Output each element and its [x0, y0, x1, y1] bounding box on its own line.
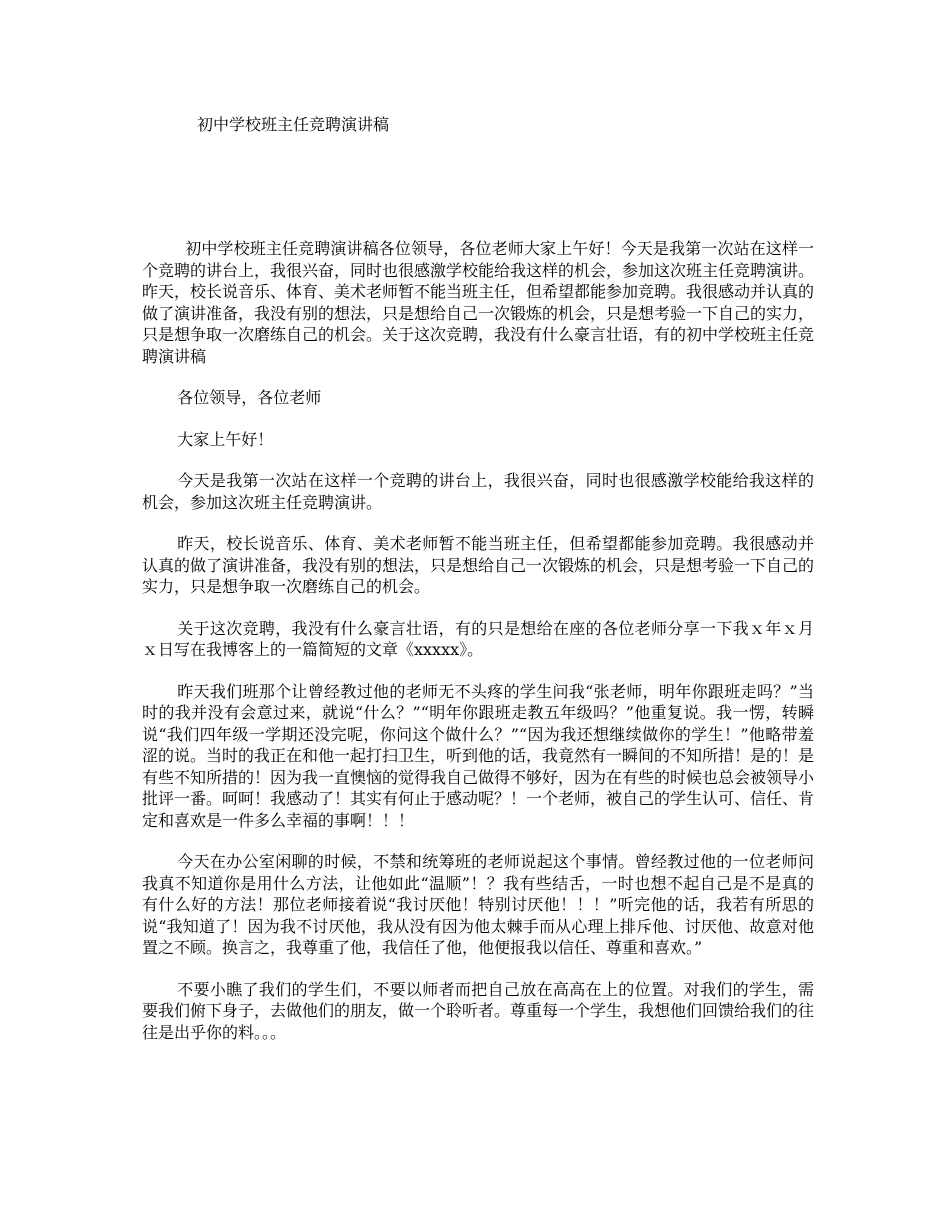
paragraph-office-talk: 今天在办公室闲聊的时候，不禁和统筹班的老师说起这个事情。曾经教过他的一位老师问我真不知道你是用什么方法，让他如此“温顺”！？我有些结舌，一时也想不起自己是不是真的有什么好的方法！那位老师接着说“我讨厌他！特别讨厌他！！！”听完他的话，我若有所思的说“我知道了！因为我不讨厌他，我从没有因为他太棘手而从心理上排斥他、讨厌他、故意对他置之不顾。换言之，我尊重了他，我信任了他，他便报我以信任、尊重和喜欢。” — [142, 852, 814, 957]
paragraph-intro-summary: 初中学校班主任竞聘演讲稿各位领导，各位老师大家上午好！今天是我第一次站在这样一个竞聘的讲台上，我很兴奋，同时也很感激学校能给我这样的机会，参加这次班主任竞聘演讲。昨天，校长说音乐、体育、美术老师暂不能当班主任，但希望都能参加竞聘。我很感动并认真的做了演讲准备，我没有别的想法，只是想给自己一次锻炼的机会，只是想考验一下自己的实力，只是想争取一次磨练自己的机会。关于这次竞聘，我没有什么豪言壮语，有的初中学校班主任竞聘演讲稿 — [142, 239, 815, 366]
paragraph-salutation: 各位领导，各位老师 — [177, 388, 322, 407]
paragraph-student-story: 昨天我们班那个让曾经教过他的老师无不头疼的学生问我“张老师，明年你跟班走吗？”当时的我并没有会意过来，就说“什么？”“明年你跟班走教五年级吗？”他重复说。我一愣，转瞬说“我们四年级一学期还没完呢，你问这个做什么？”“因为我还想继续做你的学生！”他略带羞涩的说。当时的我正在和他一起打扫卫生，听到他的话，我竟然有一瞬间的不知所措！是的！是有些不知所措的！因为我一直懊恼的觉得我自己做得不够好，因为在有些的时候也总会被领导小批评一番。呵呵！我感动了！其实有何止于感动呢？！一个老师，被自己的学生认可、信任、肯定和喜欢是一件多么幸福的事啊！！！ — [142, 681, 815, 830]
paragraph-preparation: 昨天，校长说音乐、体育、美术老师暂不能当班主任，但希望都能参加竞聘。我很感动并认真的做了演讲准备，我没有别的想法，只是想给自己一次锻炼的机会，只是想考验一下自己的实力，只是想争取一次磨练自己的机会。 — [142, 534, 815, 596]
document-body — [142, 238, 814, 1063]
paragraph-share-article: 关于这次竞聘，我没有什么豪言壮语，有的只是想给在座的各位老师分享一下我ｘ年ｘ月ｘ日写在我博客上的一篇简短的文章《xxxxx》。 — [142, 618, 814, 659]
paragraph-greeting: 大家上午好！ — [177, 429, 274, 449]
paragraph-opening: 今天是我第一次站在这样一个竞聘的讲台上，我很兴奋，同时也很感激学校能给我这样的机会，参加这次班主任竞聘演讲。 — [142, 471, 814, 512]
document-title: 初中学校班主任竞聘演讲稿 — [197, 115, 390, 134]
paragraph-respect-students: 不要小瞧了我们的学生们，不要以师者而把自己放在高高在上的位置。对我们的学生，需要我们俯下身子，去做他们的朋友，做一个聆听者。尊重每一个学生，我想他们回馈给我们的往往是出乎你的料。。。 — [142, 979, 815, 1042]
